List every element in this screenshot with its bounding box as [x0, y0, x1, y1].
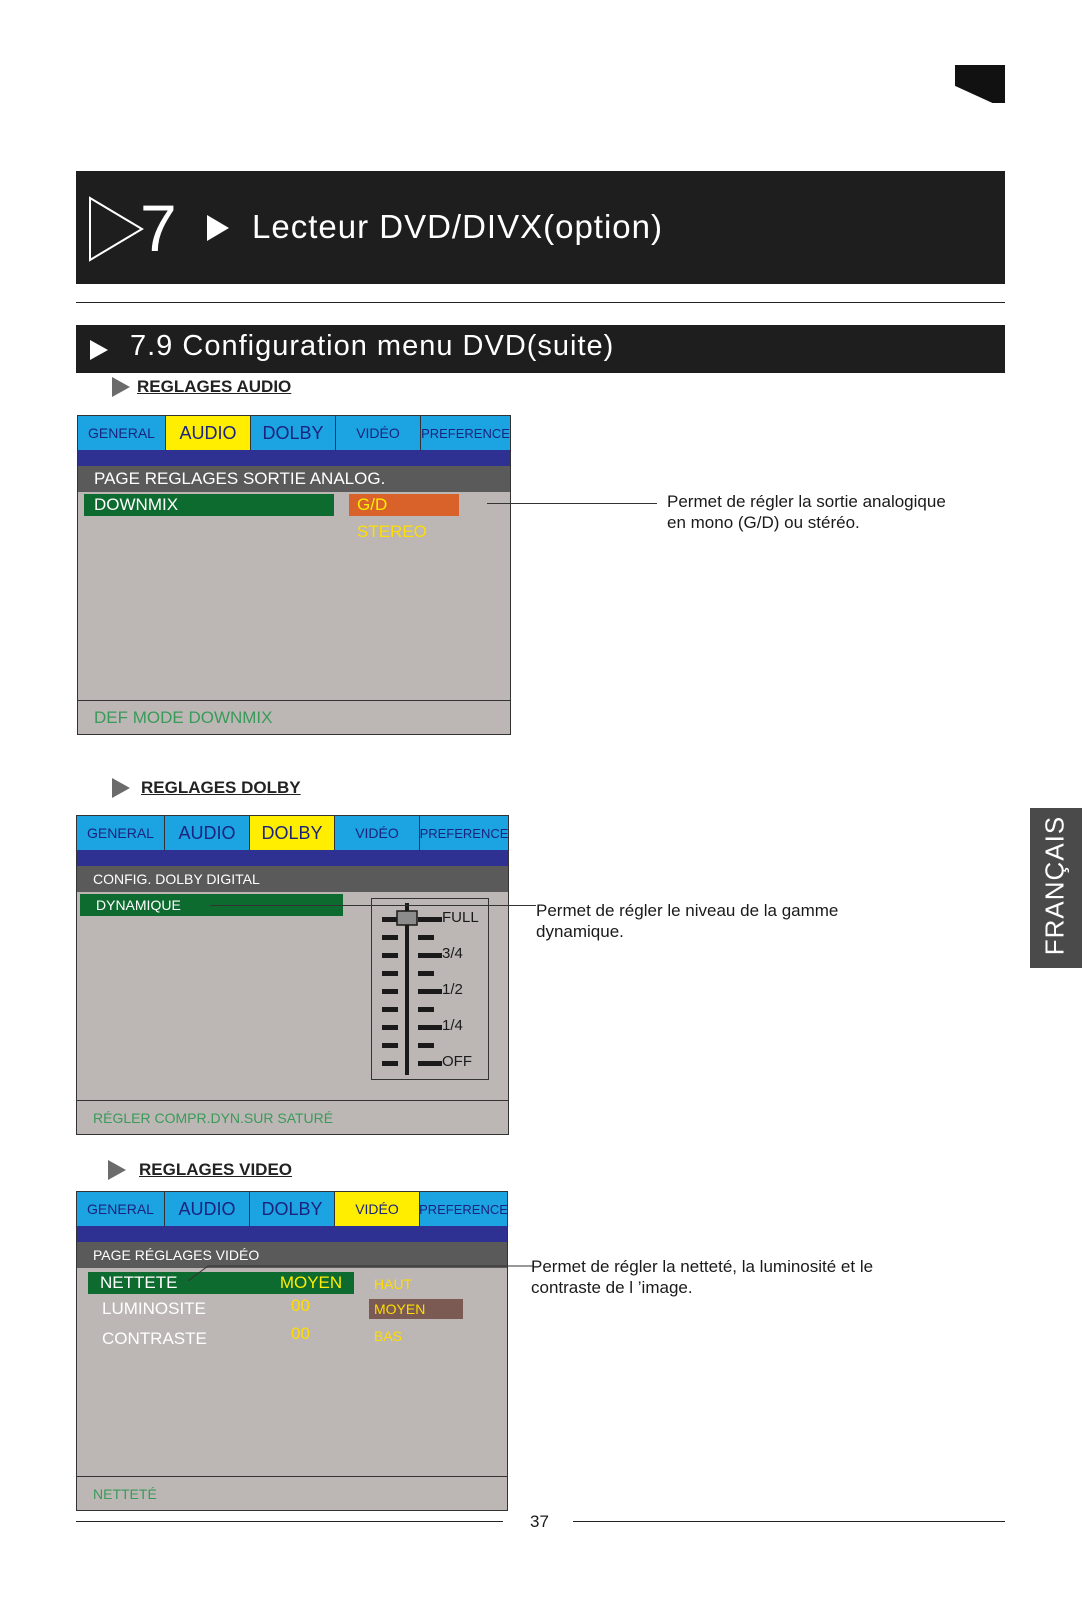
callout-line	[188, 1260, 538, 1282]
level-full: FULL	[442, 909, 479, 926]
page-title: CONFIG. DOLBY DIGITAL	[77, 866, 508, 892]
language-side-tab	[1030, 808, 1082, 968]
dynamic-range-slider[interactable]	[371, 898, 489, 1080]
menu-tabs	[78, 416, 510, 450]
slider-graphic	[372, 899, 488, 1079]
note-line: en mono (G/D) ou stéréo.	[667, 513, 860, 532]
play-triangle-icon	[207, 215, 229, 241]
menu-tabs	[77, 816, 508, 850]
tab-dolby[interactable]: DOLBY	[251, 416, 336, 450]
tab-general[interactable]: GENERAL	[78, 416, 166, 450]
dolby-note	[536, 900, 838, 942]
tab-dolby[interactable]: DOLBY	[250, 1192, 335, 1226]
page-number: 37	[530, 1512, 549, 1531]
help-footer: DEF MODE DOWNMIX	[78, 700, 510, 734]
chapter-title: Lecteur DVD/DIVX(option)	[252, 208, 663, 245]
tab-preference[interactable]: PREFERENCE	[420, 816, 508, 850]
note-line: dynamique.	[536, 922, 624, 941]
tab-video[interactable]: VIDÉO	[335, 816, 420, 850]
option-stereo[interactable]: STEREO	[357, 522, 427, 541]
language-label: FRANÇAIS	[1039, 815, 1070, 956]
note-line: Permet de régler le niveau de la gamme	[536, 901, 839, 920]
tab-audio[interactable]: AUDIO	[165, 1192, 250, 1226]
page-title: PAGE RÉGLAGES VIDÉO	[77, 1242, 507, 1268]
tab-general[interactable]: GENERAL	[77, 816, 165, 850]
nettete-value[interactable]: MOYEN	[268, 1272, 354, 1294]
option-bas[interactable]: BAS	[374, 1328, 403, 1344]
level-off: OFF	[442, 1053, 472, 1070]
chapter-arrow-icon	[88, 196, 144, 262]
luminosite-item[interactable]: LUMINOSITE	[102, 1299, 206, 1318]
dynamique-item[interactable]: DYNAMIQUE	[80, 894, 343, 916]
dolby-settings-screen	[76, 815, 509, 1135]
dolby-heading: REGLAGES DOLBY	[141, 778, 301, 797]
menu-separator	[77, 850, 508, 866]
note-line: contraste de l ’image.	[531, 1278, 693, 1297]
note-line: Permet de régler la sortie analogique	[667, 492, 946, 511]
footer-rule-right	[573, 1521, 1005, 1522]
option-haut[interactable]: HAUT	[374, 1276, 413, 1292]
audio-heading: REGLAGES AUDIO	[137, 377, 292, 396]
slider-thumb	[397, 911, 417, 925]
tab-audio[interactable]: AUDIO	[165, 816, 250, 850]
help-footer: NETTETÉ	[77, 1476, 507, 1510]
menu-tabs	[77, 1192, 507, 1226]
corner-tab-decoration	[955, 65, 1005, 103]
footer-rule-left	[76, 1521, 503, 1522]
callout-line	[210, 905, 536, 906]
tab-preference[interactable]: PREFERENCE	[421, 416, 510, 450]
play-triangle-icon	[90, 340, 108, 360]
luminosite-value[interactable]: 00	[291, 1296, 310, 1315]
section-title: 7.9 Configuration menu DVD(suite)	[130, 330, 615, 362]
level-quarter: 1/4	[442, 1017, 463, 1034]
audio-settings-screen	[77, 415, 511, 735]
contraste-item[interactable]: CONTRASTE	[102, 1329, 207, 1348]
tab-general[interactable]: GENERAL	[77, 1192, 165, 1226]
tab-video[interactable]: VIDÉO	[336, 416, 421, 450]
audio-note	[667, 491, 946, 533]
level-half: 1/2	[442, 981, 463, 998]
bullet-triangle-icon	[112, 778, 130, 798]
callout-line	[487, 503, 657, 504]
downmix-item[interactable]: DOWNMIX	[84, 494, 334, 516]
header-divider	[76, 302, 1005, 303]
tab-dolby[interactable]: DOLBY	[250, 816, 335, 850]
tab-video[interactable]: VIDÉO	[335, 1192, 420, 1226]
menu-separator	[78, 450, 510, 466]
page-title: PAGE REGLAGES SORTIE ANALOG.	[78, 466, 510, 492]
tab-audio[interactable]: AUDIO	[166, 416, 251, 450]
video-heading: REGLAGES VIDEO	[139, 1160, 293, 1179]
help-footer: RÉGLER COMPR.DYN.SUR SATURÉ	[77, 1100, 508, 1134]
bullet-triangle-icon	[108, 1160, 126, 1180]
option-moyen[interactable]: MOYEN	[369, 1299, 463, 1319]
option-gd[interactable]: G/D	[349, 494, 459, 516]
level-three-quarter: 3/4	[442, 945, 463, 962]
video-settings-screen	[76, 1191, 508, 1511]
bullet-triangle-icon	[112, 377, 130, 397]
menu-separator	[77, 1226, 507, 1242]
tab-preference[interactable]: PREFERENCE	[420, 1192, 507, 1226]
chapter-number: 7	[140, 191, 177, 265]
note-line: Permet de régler la netteté, la luminosité et le	[531, 1257, 874, 1276]
contraste-value[interactable]: 00	[291, 1324, 310, 1343]
nettete-item[interactable]: NETTETE	[88, 1272, 268, 1294]
video-note	[531, 1256, 873, 1298]
